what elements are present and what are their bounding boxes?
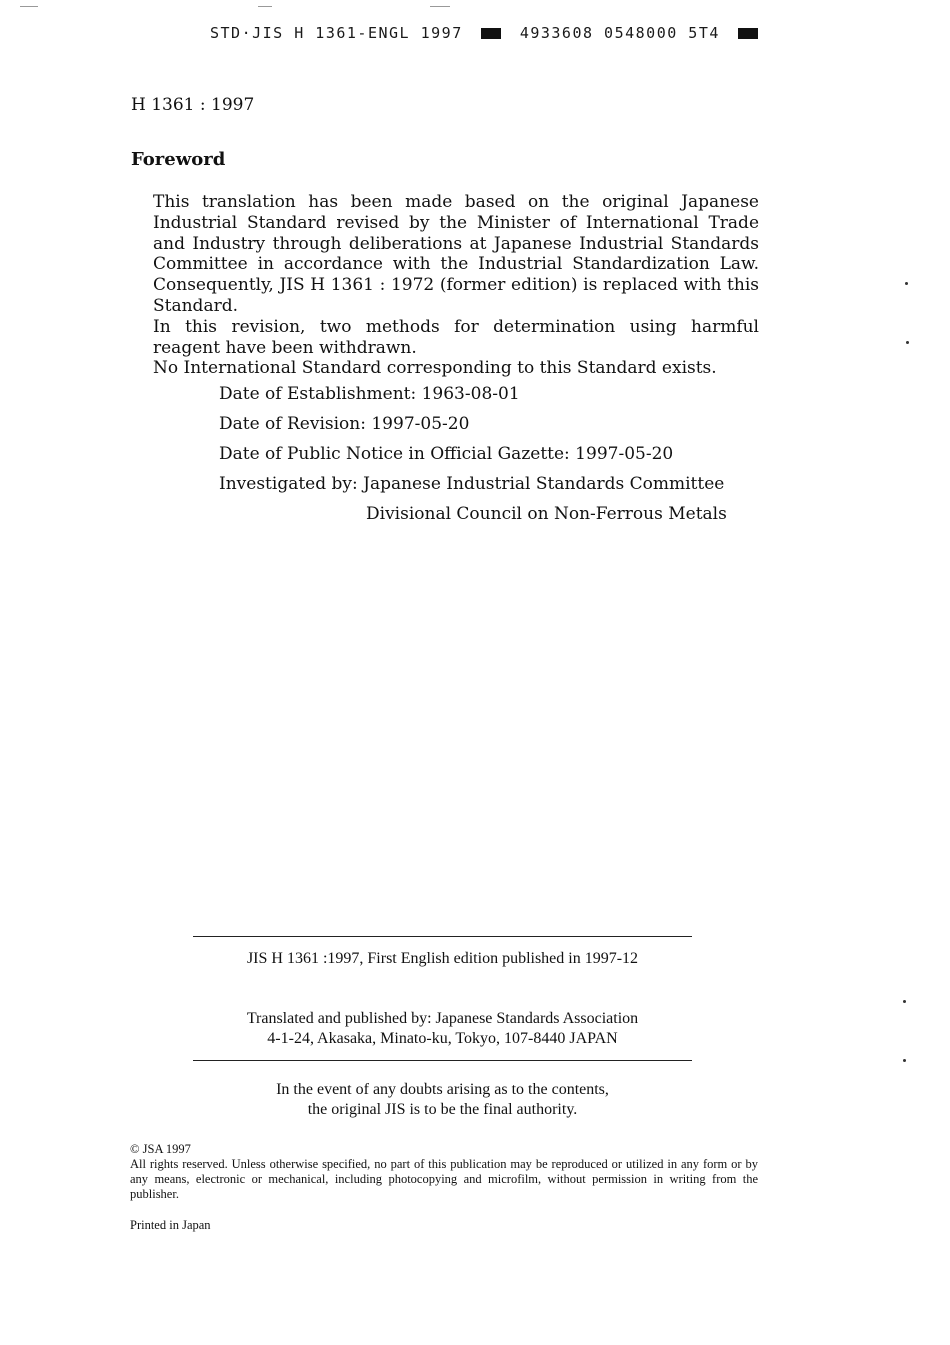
publisher-address: 4-1-24, Akasaka, Minato-ku, Tokyo, 107-8440 JAPAN	[267, 1030, 618, 1047]
publisher-block	[193, 1009, 692, 1049]
foreword-body	[153, 192, 759, 379]
document-id: H 1361 : 1997	[131, 95, 255, 115]
foreword-paragraph: This translation has been made based on the original Japanese Industrial Standard revised by the Minister of International Trade and Industry through deliberations at Japanese Industrial Standards Committee in accordance with the Industrial Standardization Law. Consequently, JIS H 1361 : 1972 (former edition) is replaced with this Standard.	[153, 192, 759, 316]
authority-line: In the event of any doubts arising as to the contents,	[276, 1081, 609, 1098]
rights-statement: All rights reserved. Unless otherwise specified, no part of this publication may be reproduced or utilized in any form or by any means, electronic or mechanical, including photocopying and microfilm, without permission in writing from the publisher.	[130, 1157, 758, 1201]
divider	[193, 1060, 692, 1061]
scan-speck	[906, 341, 909, 344]
investigated-by-council: Divisional Council on Non-Ferrous Metals	[366, 504, 727, 524]
scan-speck	[905, 282, 908, 285]
stamp-mid-text: 4933608 0548000 5T4	[519, 24, 720, 42]
scan-speck	[903, 1059, 906, 1062]
authority-line: the original JIS is to be the final authority.	[307, 1101, 578, 1118]
copyright-mark: © JSA 1997	[130, 1142, 191, 1156]
scan-edge-line	[430, 6, 450, 7]
stamp-block-mark	[738, 28, 758, 39]
date-establishment: Date of Establishment: 1963-08-01	[219, 384, 520, 404]
publisher-line: Translated and published by: Japanese Standards Association	[246, 1010, 639, 1027]
dates-block	[219, 379, 727, 529]
scan-edge-line	[258, 6, 272, 7]
edition-note: JIS H 1361 :1997, First English edition published in 1997-12	[246, 950, 639, 967]
investigated-by: Investigated by: Japanese Industrial Standards Committee	[219, 474, 725, 494]
scan-edge-line	[20, 6, 38, 7]
copyright-block	[130, 1142, 758, 1202]
date-public-notice: Date of Public Notice in Official Gazette: 1997-05-20	[219, 444, 674, 464]
stamp-left-text: STD·JIS H 1361-ENGL 1997	[210, 24, 463, 42]
stamp-block-mark	[481, 28, 501, 39]
date-revision: Date of Revision: 1997-05-20	[219, 414, 470, 434]
section-title: Foreword	[131, 149, 226, 170]
printed-in: Printed in Japan	[130, 1218, 211, 1232]
divider	[193, 936, 692, 937]
foreword-paragraph: No International Standard corresponding to this Standard exists.	[153, 358, 717, 379]
authority-note	[193, 1080, 692, 1120]
foreword-paragraph: In this revision, two methods for determination using harmful reagent have been withdrawn.	[153, 316, 759, 358]
scan-speck	[903, 1000, 906, 1003]
scan-header-stamp	[210, 24, 766, 42]
